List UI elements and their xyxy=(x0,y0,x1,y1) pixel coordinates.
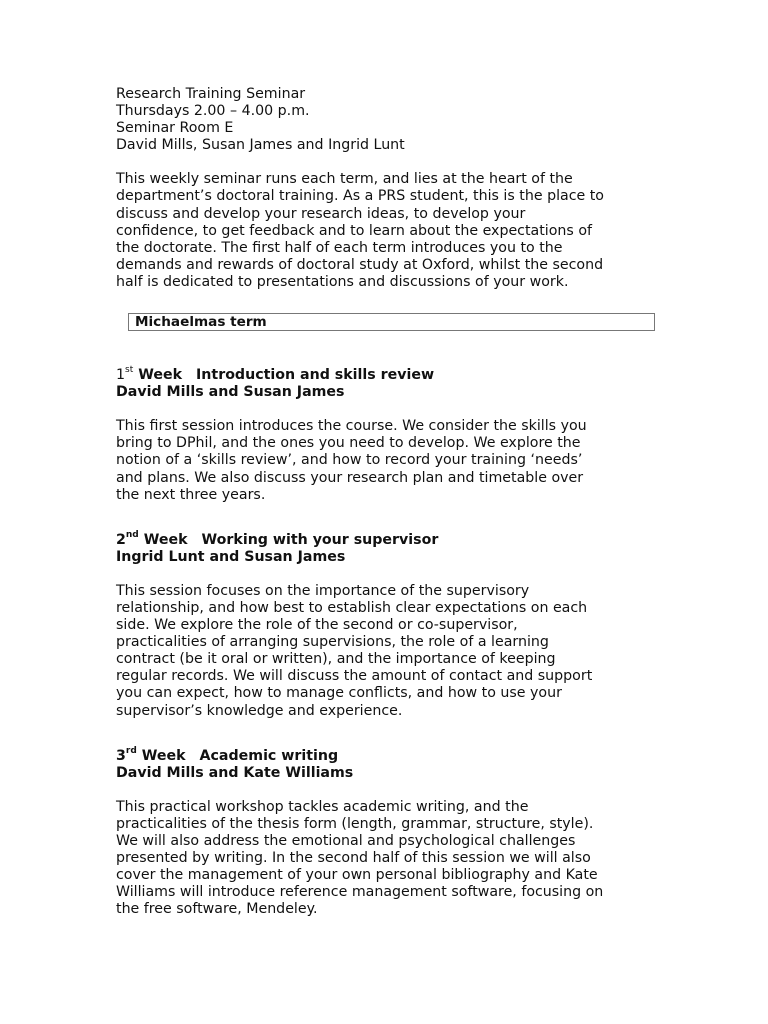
term-label: Michaelmas term xyxy=(135,314,267,331)
paragraph-line: the doctorate. The first half of each term introduces you to the xyxy=(116,239,563,256)
paragraph-line: notion of a ‘skills review’, and how to record your training ‘needs’ xyxy=(116,452,583,469)
paragraph-line: This practical workshop tackles academic writing, and the xyxy=(116,798,529,815)
week-section-1 xyxy=(116,367,661,504)
week-presenters: David Mills and Susan James xyxy=(116,384,345,401)
seminar-convenors: David Mills, Susan James and Ingrid Lunt xyxy=(116,137,405,154)
seminar-time: Thursdays 2.00 – 4.00 p.m. xyxy=(116,103,310,120)
paragraph-line: cover the management of your own personal bibliography and Kate xyxy=(116,867,598,884)
paragraph-line: practicalities of the thesis form (length, grammar, structure, style). xyxy=(116,815,594,832)
paragraph-line: half is dedicated to presentations and discussions of your work. xyxy=(116,273,569,290)
week-word: Week xyxy=(141,747,186,764)
week-presenters: David Mills and Kate Williams xyxy=(116,764,354,781)
paragraph-line: supervisor’s knowledge and experience. xyxy=(116,702,403,719)
week-description xyxy=(116,418,661,503)
paragraph-line: practicalities of arranging supervisions, the role of a learning xyxy=(116,634,549,651)
seminar-title: Research Training Seminar xyxy=(116,86,306,102)
week-number: 2 xyxy=(116,531,126,548)
week-number: 1 xyxy=(116,367,126,384)
paragraph-line: bring to DPhil, and the ones you need to develop. We explore the xyxy=(116,435,581,452)
week-word: Week xyxy=(138,367,183,384)
paragraph-line: relationship, and how best to establish clear expectations on each xyxy=(116,599,588,616)
week-description xyxy=(116,583,661,720)
week-title: Introduction and skills review xyxy=(196,367,435,384)
paragraph-line: We will also address the emotional and psychological challenges xyxy=(116,833,576,849)
paragraph-line: presented by writing. In the second half of this session we will also xyxy=(116,850,591,867)
week-heading xyxy=(116,367,661,384)
paragraph-line: This session focuses on the importance of the supervisory xyxy=(116,582,530,599)
week-presenters: Ingrid Lunt and Susan James xyxy=(116,548,346,565)
seminar-header xyxy=(116,86,661,154)
paragraph-line: the free software, Mendeley. xyxy=(116,901,318,918)
paragraph-line: regular records. We will discuss the amount of contact and support xyxy=(116,668,593,685)
paragraph-line: This weekly seminar runs each term, and lies at the heart of the xyxy=(116,171,573,188)
paragraph-line: Williams will introduce reference management software, focusing on xyxy=(116,884,604,901)
paragraph-line: contract (be it oral or written), and the importance of keeping xyxy=(116,651,556,668)
week-number: 3 xyxy=(116,747,126,764)
paragraph-line: discuss and develop your research ideas, to develop your xyxy=(116,205,526,222)
paragraph-line: the next three years. xyxy=(116,486,266,503)
paragraph-line: department’s doctoral training. As a PRS student, this is the place to xyxy=(116,188,604,205)
week-ordinal: rd xyxy=(125,745,137,756)
week-heading xyxy=(116,745,661,765)
week-heading xyxy=(116,529,661,549)
paragraph-line: you can expect, how to manage conflicts, and how to use your xyxy=(116,685,562,702)
week-ordinal: st xyxy=(125,365,134,376)
week-section-2 xyxy=(116,529,661,720)
paragraph-line: confidence, to get feedback and to learn about the expectations of xyxy=(116,222,592,239)
paragraph-line: demands and rewards of doctoral study at Oxford, whilst the second xyxy=(116,256,604,273)
document-page xyxy=(116,86,661,918)
term-heading-box xyxy=(128,313,655,331)
week-word: Week xyxy=(143,531,188,548)
paragraph-line: side. We explore the role of the second or co-supervisor, xyxy=(116,617,518,634)
paragraph-line: This first session introduces the course. We consider the skills you xyxy=(116,418,587,435)
week-section-3 xyxy=(116,745,661,919)
seminar-room: Seminar Room E xyxy=(116,120,234,137)
week-title: Working with your supervisor xyxy=(201,531,439,548)
paragraph-line: and plans. We also discuss your research plan and timetable over xyxy=(116,469,584,486)
intro-paragraph xyxy=(116,171,661,291)
week-title: Academic writing xyxy=(199,747,339,764)
week-ordinal: nd xyxy=(125,529,139,540)
week-description xyxy=(116,799,661,919)
